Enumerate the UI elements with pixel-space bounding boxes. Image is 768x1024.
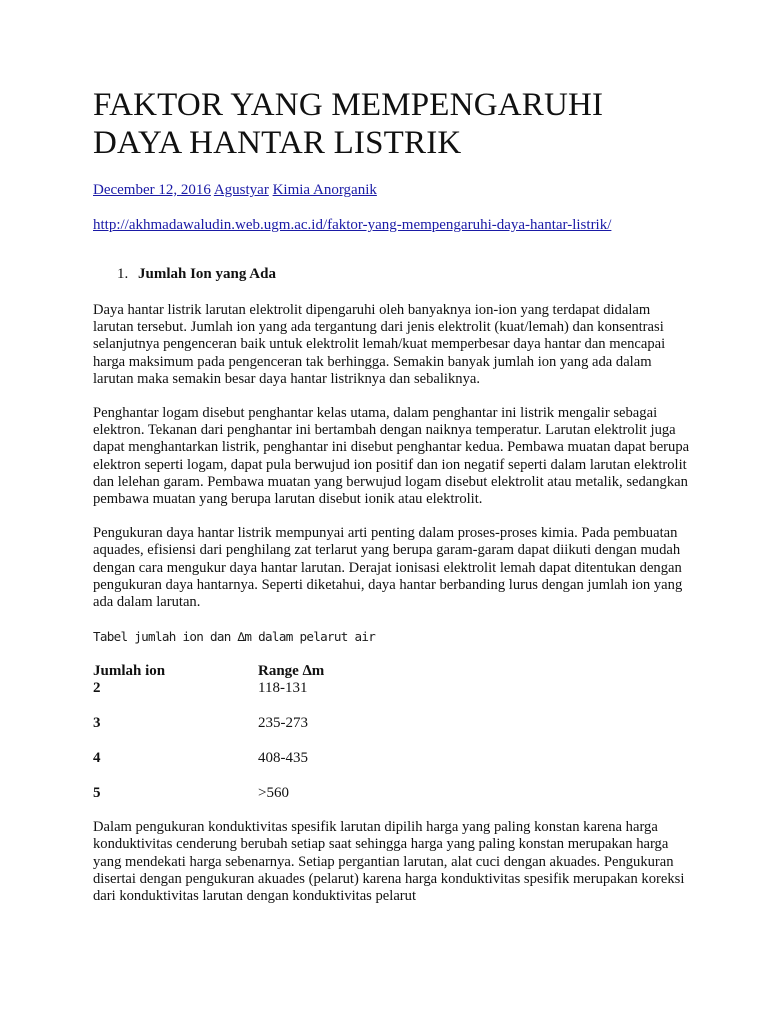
table-row bbox=[93, 680, 458, 715]
source-url-link[interactable]: http://akhmadawaludin.web.ugm.ac.id/faktor-yang-mempengaruhi-daya-hantar-listrik/ bbox=[93, 217, 612, 233]
paragraph-3: Pengukuran daya hantar listrik mempunyai arti penting dalam proses-proses kimia. Pada pembuatan aquades, efisiensi dari penghilang zat terlarut yang berupa garam-garam dapat diikuti dengan mudah dengan cara mengukur daya hantar larutan. Derajat ionisasi elektrolit lemah dapat ditentukan dengan pengukuran daya hantarnya. Seperti diketahui, daya hantar berbanding lurus dengan jumlah ion yang ada dalam larutan. bbox=[93, 525, 683, 611]
table-cell-range: >560 bbox=[258, 785, 289, 802]
post-category-link[interactable]: Kimia Anorganik bbox=[272, 182, 377, 198]
paragraph-2: Penghantar logam disebut penghantar kelas utama, dalam penghantar ini listrik mengalir sebagai elektron. Tekanan dari penghantar ini bertambah dengan naiknya temperatur. Larutan elektrolit juga dapat menghantarkan listrik, penghantar ini disebut penghantar kedua. Pembawa muatan dapat berupa elektron seperti logam, dapat pula berwujud ion positif dan ion negatif seperti dalam larutan elektrolit dan lelehan garam. Pembawa muatan yang berwujud logam disebut elektrolit atau metalik, sedangkan pembawa muatan yang berupa larutan disebut ionik atau elektrolit. bbox=[93, 405, 690, 508]
table-cell-ion-count: 2 bbox=[93, 680, 101, 697]
table-cell-ion-count: 5 bbox=[93, 785, 101, 802]
table-cell-range: 408-435 bbox=[258, 750, 308, 767]
post-date-link[interactable]: December 12, 2016 bbox=[93, 182, 211, 198]
table-header-jumlah-ion: Jumlah ion bbox=[93, 663, 166, 680]
document-page bbox=[93, 86, 693, 905]
paragraph-1: Daya hantar listrik larutan elektrolit dipengaruhi oleh banyaknya ion-ion yang terdapat didalam larutan tersebut. Jumlah ion yang ada tergantung dari jenis elektrolit (kuat/lemah) dan konsentrasi selanjutnya pengenceran baik untuk elektrolit lemah/kuat memperbesar daya hantar dan mencapai harga maksimum pada pengenceran tak berhingga. Semakin banyak jumlah ion yang ada dalam larutan maka semakin besar daya hantar listriknya dan sebaliknya. bbox=[93, 302, 666, 387]
section-heading bbox=[117, 265, 693, 283]
paragraph-4: Dalam pengukuran konduktivitas spesifik larutan dipilih harga yang paling konstan karena harga konduktivitas cenderung berubah setiap saat sehingga harga yang paling konstan merupakan harga yang mendekati harga sebenarnya. Setiap pergantian larutan, alat cuci dengan akuades. Pengukuran disertai dengan pengukuran akuades (pelarut) karena harga konduktivitas spesifik merupakan koreksi dari konduktivitas larutan dengan konduktivitas pelarut bbox=[93, 819, 685, 905]
table-cell-ion-count: 3 bbox=[93, 715, 101, 732]
table-row bbox=[93, 715, 458, 750]
table-header-row bbox=[93, 663, 458, 680]
table-caption: Tabel jumlah ion dan ∆m dalam pelarut air bbox=[93, 629, 376, 645]
source-url bbox=[93, 216, 693, 234]
table-cell-ion-count: 4 bbox=[93, 750, 101, 767]
table-cell-range: 118-131 bbox=[258, 680, 308, 697]
section-heading-label: Jumlah Ion yang Ada bbox=[138, 266, 276, 282]
table-row bbox=[93, 785, 458, 803]
post-meta bbox=[93, 181, 693, 199]
table-header-range: Range ∆m bbox=[258, 663, 325, 680]
section-number: 1. bbox=[117, 266, 129, 282]
table-row bbox=[93, 750, 458, 785]
post-author-link[interactable]: Agustyar bbox=[213, 182, 269, 198]
page-title: FAKTOR YANG MEMPENGARUHI DAYA HANTAR LISTRIK bbox=[93, 87, 604, 161]
ion-table bbox=[93, 663, 458, 803]
table-cell-range: 235-273 bbox=[258, 715, 308, 732]
